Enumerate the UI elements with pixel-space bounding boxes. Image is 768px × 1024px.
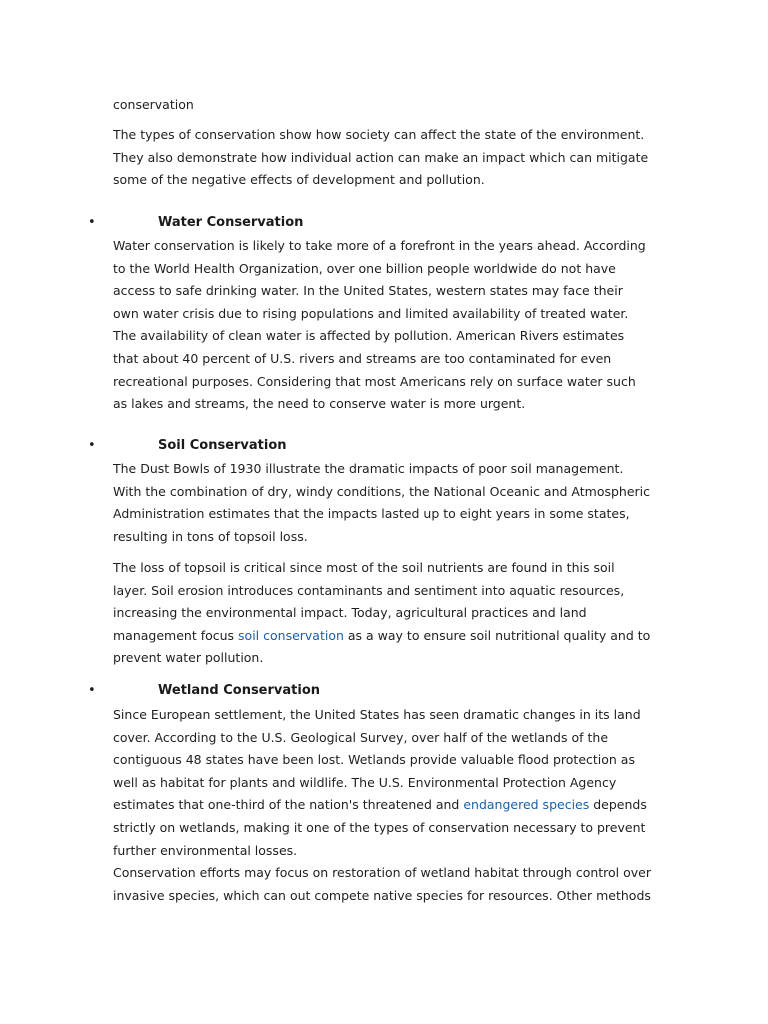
intro-fragment-text: conservation xyxy=(113,97,194,112)
text-line: layer. Soil erosion introduces contaminants and sentiment into aquatic resources, xyxy=(113,582,625,598)
bullet-marker: • xyxy=(88,215,96,230)
bullet-marker: • xyxy=(88,438,96,453)
text-line: own water crisis due to rising populations and limited availability of treated water. xyxy=(113,305,629,321)
text-line: prevent water pollution. xyxy=(113,650,264,666)
text-line: Water conservation is likely to take more of a forefront in the years ahead. According xyxy=(113,238,646,253)
text-line-with-link xyxy=(113,794,663,817)
text-line: access to safe drinking water. In the United States, western states may face their xyxy=(113,283,623,299)
text-line: With the combination of dry, windy conditions, the National Oceanic and Atmospheric xyxy=(113,483,651,499)
text-line: invasive species, which can out compete native species for resources. Other methods xyxy=(113,887,651,903)
text-line: increasing the environmental impact. Today, agricultural practices and land xyxy=(113,605,587,621)
text-line: resulting in tons of topsoil loss. xyxy=(113,528,308,544)
water-paragraph xyxy=(113,235,663,416)
text-line-with-link xyxy=(113,625,663,648)
text-line: Since European settlement, the United States has seen dramatic changes in its land xyxy=(113,707,641,722)
text-line: cover. According to the U.S. Geological Survey, over half of the wetlands of the xyxy=(113,729,609,745)
soil-conservation-link[interactable]: soil conservation xyxy=(238,627,344,643)
text-line: The Dust Bowls of 1930 illustrate the dramatic impacts of poor soil management. xyxy=(113,461,624,476)
soil-paragraph-2 xyxy=(113,557,663,670)
text-fragment: depends xyxy=(589,797,647,813)
text-line: contiguous 48 states have been lost. Wetlands provide valuable flood protection as xyxy=(113,752,635,768)
bullet-marker: • xyxy=(88,683,96,698)
soil-paragraph-1 xyxy=(113,458,663,548)
text-line: The types of conservation show how society can affect the state of the environment. xyxy=(113,127,645,142)
text-line: They also demonstrate how individual action can make an impact which can mitigate xyxy=(113,149,649,165)
text-line: that about 40 percent of U.S. rivers and streams are too contaminated for even xyxy=(113,350,612,366)
text-line: to the World Health Organization, over one billion people worldwide do not have xyxy=(113,260,616,276)
section-heading-soil: Soil Conservation xyxy=(158,438,287,453)
text-line: The availability of clean water is affected by pollution. American Rivers estimates xyxy=(113,328,625,344)
text-line: well as habitat for plants and wildlife. The U.S. Environmental Protection Agency xyxy=(113,774,617,790)
text-line: Conservation efforts may focus on restoration of wetland habitat through control over xyxy=(113,865,651,881)
text-line: strictly on wetlands, making it one of the types of conservation necessary to prevent xyxy=(113,819,646,835)
text-fragment: as a way to ensure soil nutritional quality and to xyxy=(343,627,651,643)
section-heading-wetland: Wetland Conservation xyxy=(158,683,321,698)
intro-paragraph xyxy=(113,124,663,192)
text-fragment: estimates that one-third of the nation's threatened and xyxy=(113,797,464,813)
text-line: further environmental losses. xyxy=(113,842,298,858)
text-line: some of the negative effects of development and pollution. xyxy=(113,172,485,188)
text-line: as lakes and streams, the need to conserve water is more urgent. xyxy=(113,396,526,412)
text-line: The loss of topsoil is critical since most of the soil nutrients are found in this soil xyxy=(113,560,615,575)
text-line: recreational purposes. Considering that most Americans rely on surface water such xyxy=(113,373,636,389)
text-fragment: management focus xyxy=(113,627,239,643)
endangered-species-link[interactable]: endangered species xyxy=(463,797,590,813)
wetland-paragraph xyxy=(113,704,663,907)
text-line: Administration estimates that the impacts lasted up to eight years in some states, xyxy=(113,506,630,522)
intro-fragment xyxy=(113,94,663,117)
section-heading-water: Water Conservation xyxy=(158,215,304,230)
